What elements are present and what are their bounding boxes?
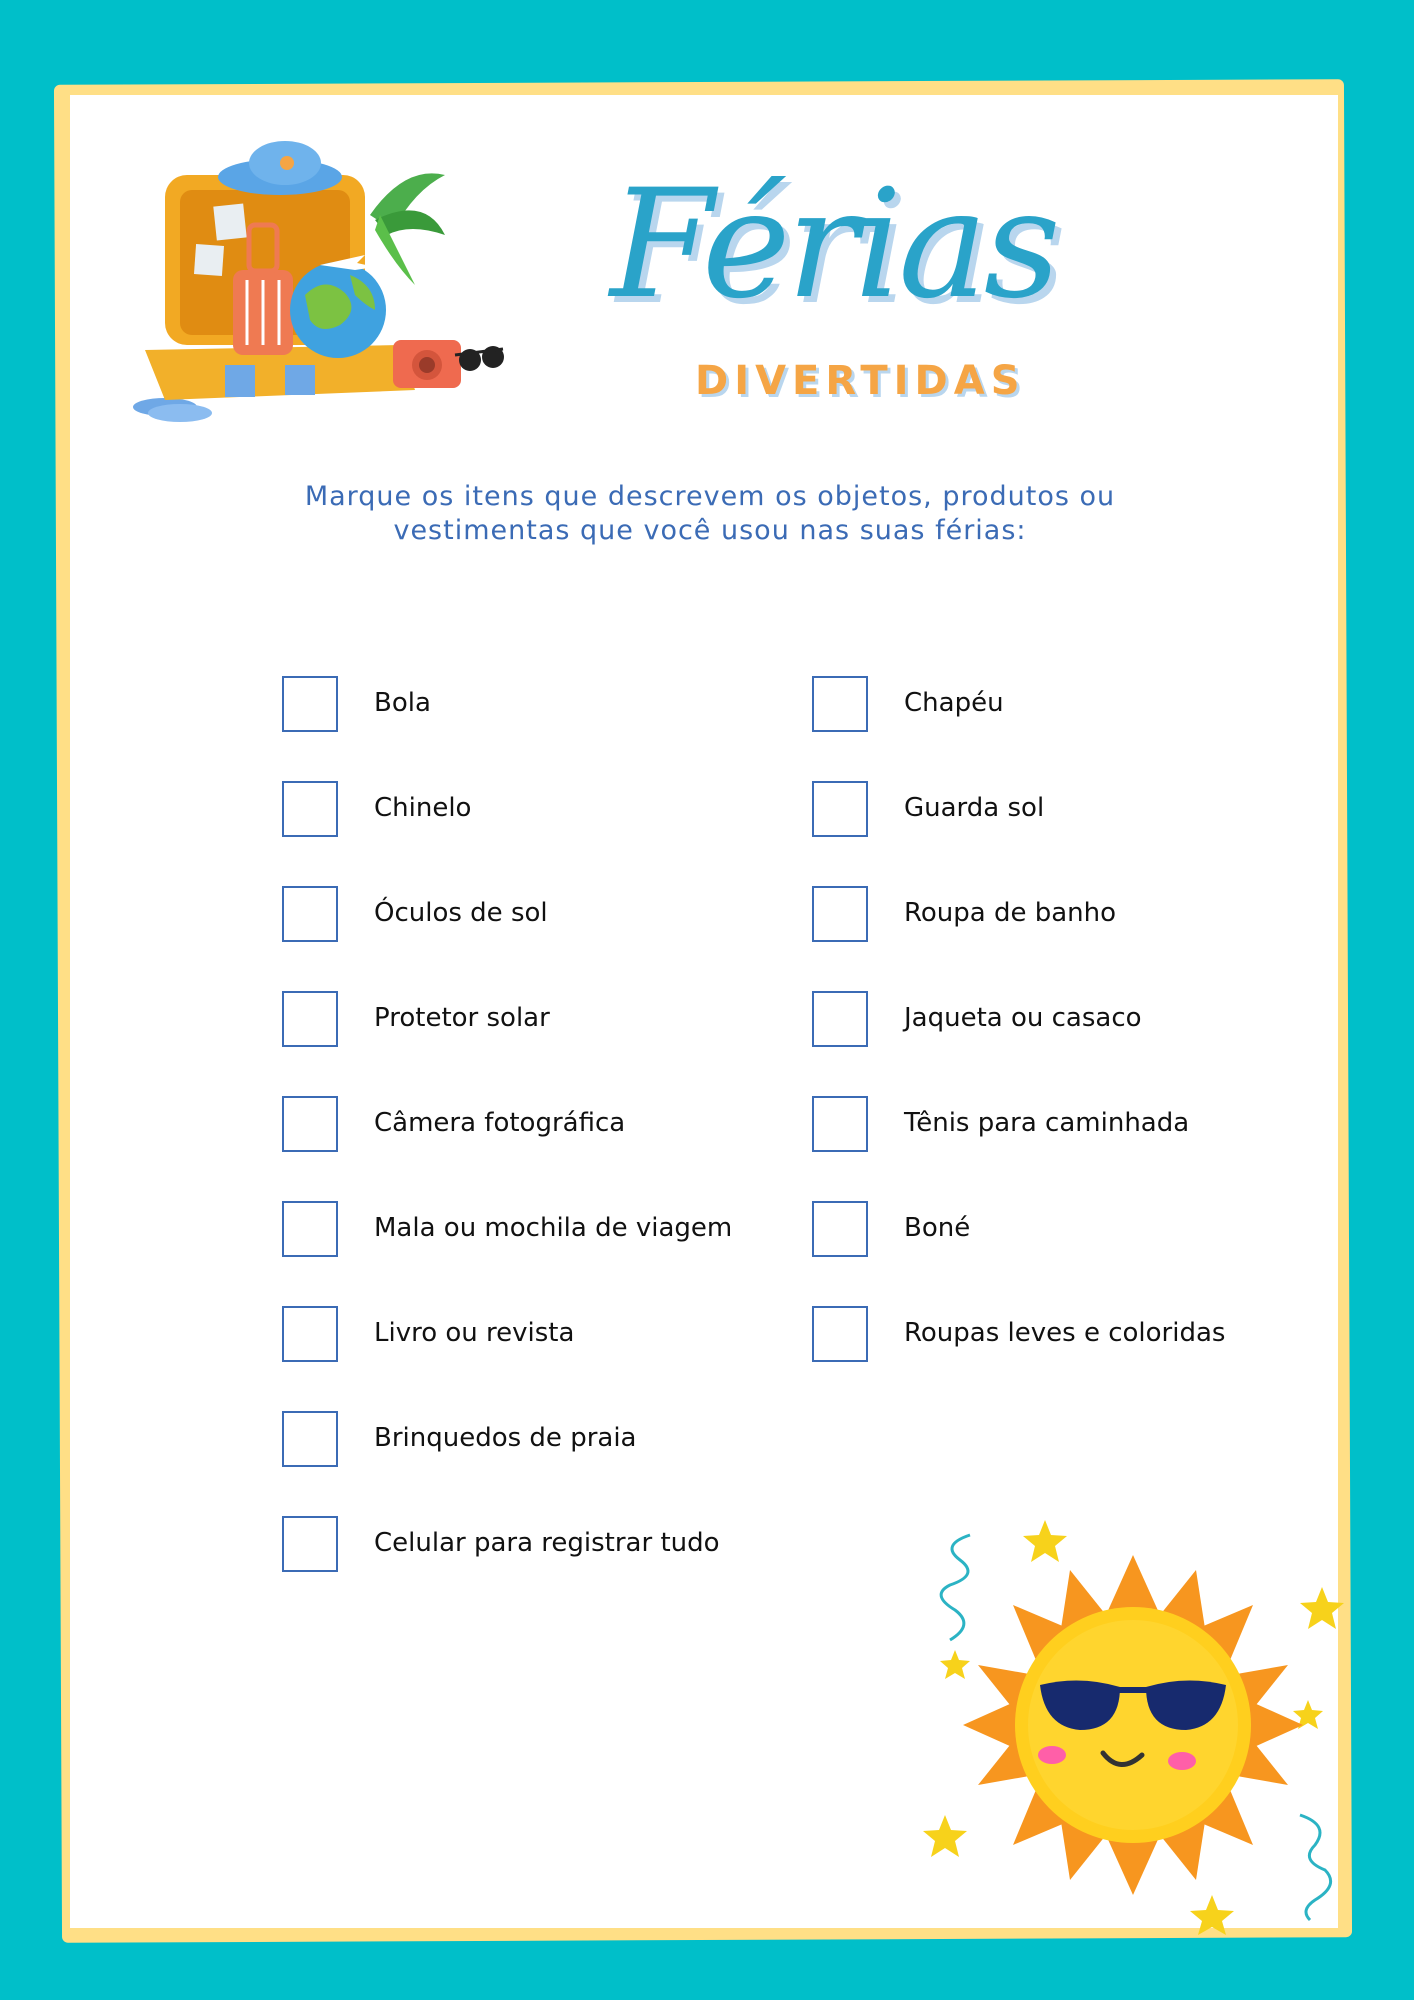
checkbox[interactable]: [812, 781, 868, 837]
checklist-item: [282, 1201, 732, 1306]
checkbox[interactable]: [282, 991, 338, 1047]
checkbox[interactable]: [282, 1516, 338, 1572]
checklist-item: [282, 1096, 732, 1201]
checklist-item: [812, 1306, 1225, 1411]
checklist-item-label: Bola: [374, 688, 431, 718]
checklist-item: [282, 991, 732, 1096]
instructions-line-2: vestimentas que você usou nas suas férias:: [393, 515, 1027, 546]
checkbox[interactable]: [282, 676, 338, 732]
checklist-item: [812, 1096, 1225, 1201]
checkbox[interactable]: [812, 1306, 868, 1362]
checkbox[interactable]: [282, 1201, 338, 1257]
checklist-item-label: Câmera fotográfica: [374, 1108, 626, 1138]
checklist-item-label: Boné: [904, 1213, 971, 1243]
checkbox[interactable]: [282, 886, 338, 942]
checklist-item: [282, 886, 732, 991]
checkbox[interactable]: [282, 1096, 338, 1152]
checklist-item: [282, 1411, 732, 1516]
checkbox[interactable]: [812, 886, 868, 942]
checklist-item-label: Mala ou mochila de viagem: [374, 1213, 733, 1243]
checklist-item-label: Chinelo: [374, 793, 472, 823]
checklist-item: [812, 991, 1225, 1096]
checkbox[interactable]: [812, 1201, 868, 1257]
checklist-item-label: Tênis para caminhada: [904, 1108, 1190, 1138]
checkbox[interactable]: [282, 1306, 338, 1362]
checklist-item: [282, 676, 732, 781]
checklist-item: [282, 1516, 732, 1621]
checklist-item-label: Óculos de sol: [374, 898, 548, 928]
checklist-item: [812, 676, 1225, 781]
checklist-item-label: Protetor solar: [374, 1003, 550, 1033]
checklist-right-column: [812, 676, 1225, 1411]
checklist-item: [812, 886, 1225, 991]
checklist-item-label: Celular para registrar tudo: [374, 1528, 720, 1558]
title-main: Férias: [610, 158, 1057, 332]
instructions-line-1: Marque os itens que descrevem os objetos, produtos ou: [304, 481, 1116, 512]
checklist-item-label: Livro ou revista: [374, 1318, 575, 1348]
checkbox[interactable]: [812, 676, 868, 732]
checkbox[interactable]: [812, 1096, 868, 1152]
checkbox[interactable]: [282, 1411, 338, 1467]
checklist-item-label: Guarda sol: [904, 793, 1045, 823]
checkbox[interactable]: [812, 991, 868, 1047]
suitcase-illustration: [125, 135, 505, 425]
checklist-item-label: Roupas leves e coloridas: [904, 1318, 1226, 1348]
checklist-item: [282, 781, 732, 886]
checkbox[interactable]: [282, 781, 338, 837]
worksheet-title: [590, 158, 1057, 450]
checklist-item: [812, 781, 1225, 886]
checklist-item-label: Roupa de banho: [904, 898, 1117, 928]
instructions-text: [280, 480, 1140, 548]
checklist-item-label: Jaqueta ou casaco: [904, 1003, 1142, 1033]
checklist-item: [812, 1201, 1225, 1306]
checklist-item: [282, 1306, 732, 1411]
checklist-item-label: Brinquedos de praia: [374, 1423, 637, 1453]
sun-illustration: [920, 1515, 1350, 1935]
checklist-left-column: [282, 676, 732, 1621]
title-subtitle: DIVERTIDAS: [695, 358, 1026, 404]
checklist-item-label: Chapéu: [904, 688, 1004, 718]
